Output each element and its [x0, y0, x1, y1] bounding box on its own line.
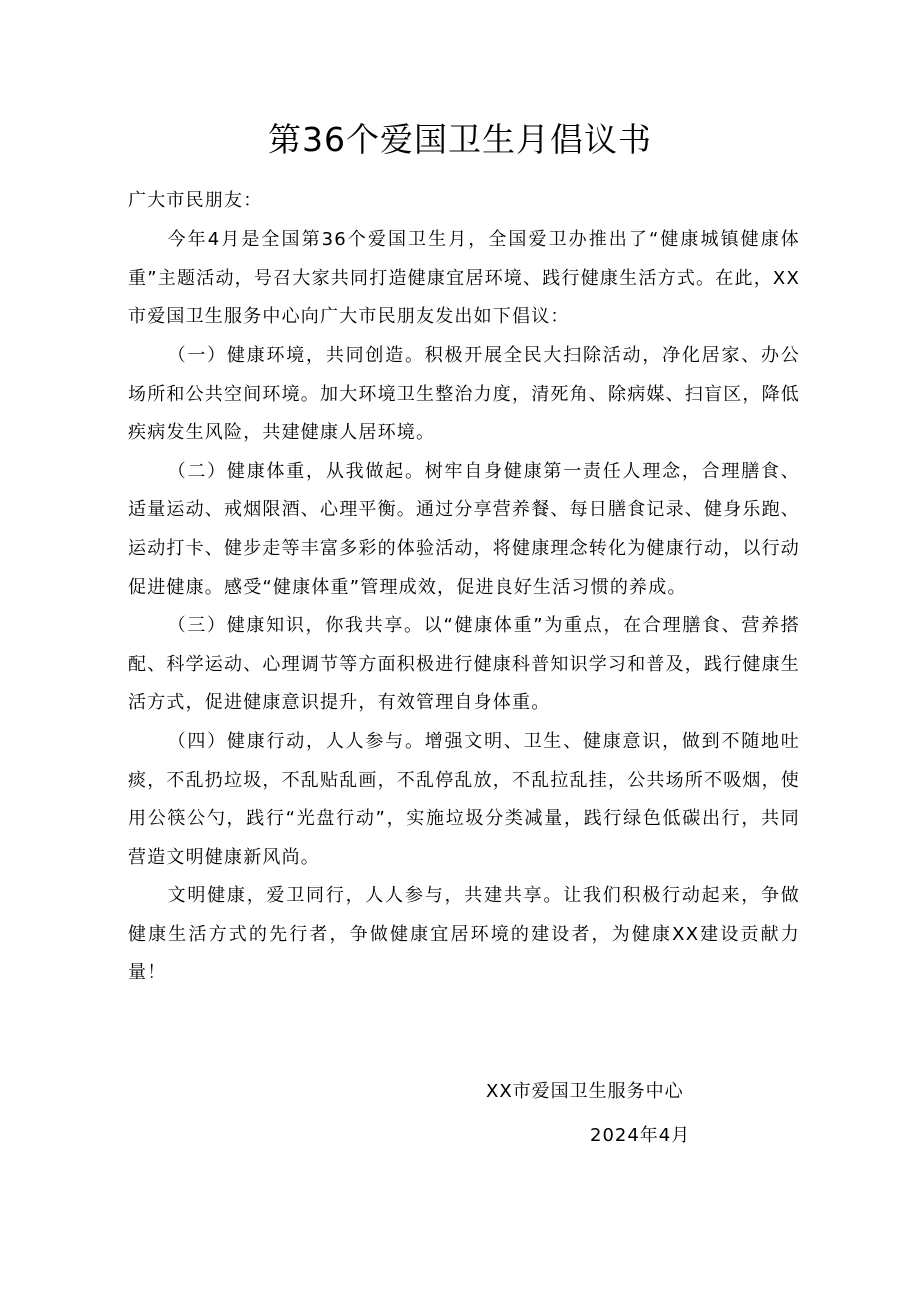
salutation: 广大市民朋友： [128, 190, 263, 211]
paragraph-action: （四）健康行动，人人参与。增强文明、卫生、健康意识，做到不随地吐痰，不乱扔垃圾，不乱贴乱画，不乱停乱放，不乱拉乱挂，公共场所不吸烟，使用公筷公勺，践行“光盘行动”，实施垃圾分类减量，践行绿色低碳出行，共同营造文明健康新风尚。 [128, 730, 800, 868]
signature-date: 2024年4月 [590, 1125, 691, 1146]
document-body [128, 182, 800, 993]
signature-organization: XX市爱国卫生服务中心 [486, 1081, 684, 1102]
paragraph-weight: （二）健康体重，从我做起。树牢自身健康第一责任人理念，合理膳食、适量运动、戒烟限酒、心理平衡。通过分享营养餐、每日膳食记录、健身乐跑、运动打卡、健步走等丰富多彩的体验活动，将健康理念转化为健康行动，以行动促进健康。感受“健康体重”管理成效，促进良好生活习惯的养成。 [128, 460, 800, 598]
paragraph-closing: 文明健康，爱卫同行，人人参与，共建共享。让我们积极行动起来，争做健康生活方式的先行者，争做健康宜居环境的建设者，为健康XX建设贡献力量！ [128, 885, 800, 984]
document-title: 第36个爱国卫生月倡议书 [268, 120, 652, 159]
paragraph-intro: 今年4月是全国第36个爱国卫生月，全国爱卫办推出了“健康城镇健康体重”主题活动，号召大家共同打造健康宜居环境、践行健康生活方式。在此，XX市爱国卫生服务中心向广大市民朋友发出如下倡议： [128, 229, 800, 328]
paragraph-environment: （一）健康环境，共同创造。积极开展全民大扫除活动，净化居家、办公场所和公共空间环境。加大环境卫生整治力度，清死角、除病媒、扫盲区，降低疾病发生风险，共建健康人居环境。 [128, 344, 800, 444]
paragraph-knowledge: （三）健康知识，你我共享。以“健康体重”为重点，在合理膳食、营养搭配、科学运动、心理调节等方面积极进行健康科普知识学习和普及，践行健康生活方式，促进健康意识提升，有效管理自身体重。 [128, 615, 800, 714]
